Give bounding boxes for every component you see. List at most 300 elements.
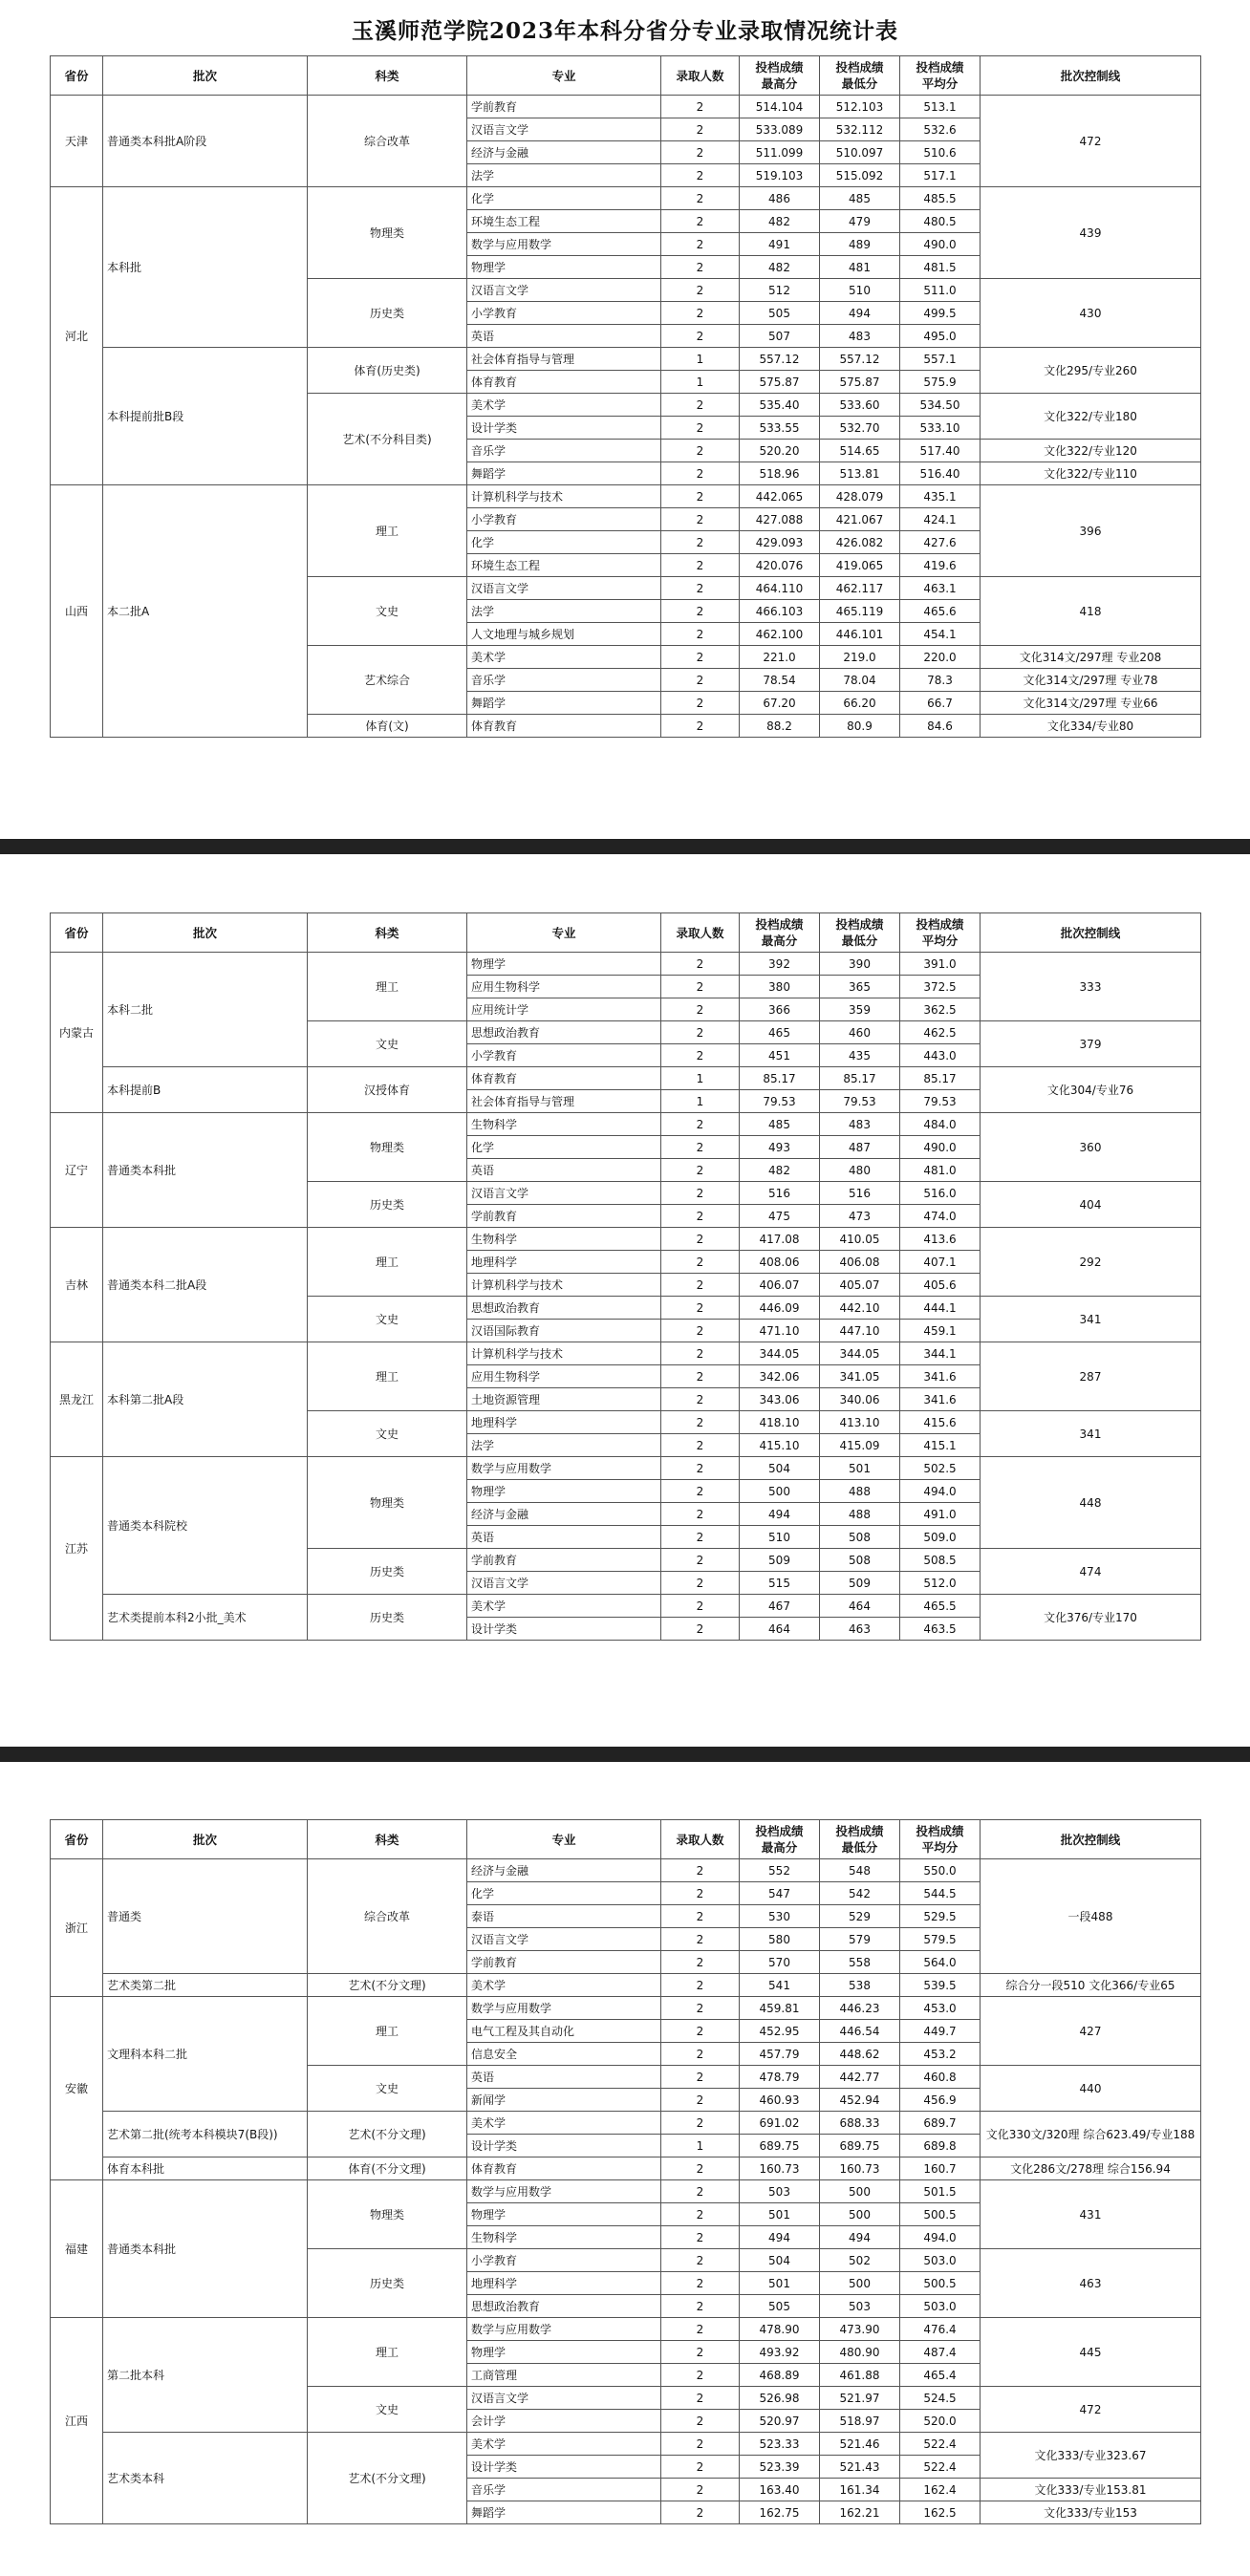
major-cell: 体育教育 — [467, 715, 661, 738]
table-row — [51, 1067, 1201, 1090]
avg-score-cell: 463.5 — [900, 1618, 981, 1641]
avg-score-cell: 427.6 — [900, 531, 981, 554]
major-cell: 体育教育 — [467, 2157, 661, 2180]
batch-cell: 本科批 — [103, 187, 308, 348]
major-cell: 经济与金融 — [467, 1503, 661, 1526]
admitted-count-cell: 2 — [661, 1388, 740, 1411]
major-cell: 学前教育 — [467, 1205, 661, 1228]
avg-score-cell: 495.0 — [900, 325, 981, 348]
min-score-cell: 461.88 — [820, 2364, 900, 2387]
major-cell: 数学与应用数学 — [467, 1997, 661, 2020]
major-cell: 土地资源管理 — [467, 1388, 661, 1411]
major-cell: 计算机科学与技术 — [467, 1342, 661, 1365]
max-score-cell: 460.93 — [740, 2089, 820, 2112]
avg-score-cell: 480.5 — [900, 210, 981, 233]
admitted-count-cell: 2 — [661, 2479, 740, 2501]
admitted-count-cell: 2 — [661, 554, 740, 577]
admitted-count-cell: 2 — [661, 953, 740, 976]
control-line-cell: 474 — [981, 1549, 1201, 1595]
admitted-count-cell: 2 — [661, 118, 740, 141]
major-cell: 计算机科学与技术 — [467, 1274, 661, 1297]
control-line-cell: 292 — [981, 1228, 1201, 1297]
admitted-count-cell: 2 — [661, 1297, 740, 1320]
max-score-cell: 342.06 — [740, 1365, 820, 1388]
category-cell: 体育(文) — [308, 715, 467, 738]
max-score-cell: 442.065 — [740, 485, 820, 508]
admitted-header: 录取人数 — [661, 913, 740, 953]
category-cell: 文史 — [308, 2066, 467, 2112]
avg-score-cell: 162.4 — [900, 2479, 981, 2501]
table-row — [51, 485, 1201, 508]
major-cell: 物理学 — [467, 2203, 661, 2226]
min-score-cell: 480 — [820, 1159, 900, 1182]
control-line-header: 批次控制线 — [981, 56, 1201, 96]
batch-header: 批次 — [103, 913, 308, 953]
header-row — [51, 913, 1201, 953]
min-score-cell: 219.0 — [820, 646, 900, 669]
avg-score-cell: 490.0 — [900, 1136, 981, 1159]
admitted-count-cell: 2 — [661, 1618, 740, 1641]
batch-cell: 普通类本科批 — [103, 2180, 308, 2318]
admission-table — [50, 912, 1201, 1641]
admitted-count-cell: 2 — [661, 1859, 740, 1882]
category-cell: 理工 — [308, 1342, 467, 1411]
avg-score-cell: 510.6 — [900, 141, 981, 164]
min-score-cell: 410.05 — [820, 1228, 900, 1251]
category-cell: 艺术综合 — [308, 646, 467, 715]
avg-score-cell: 494.0 — [900, 2226, 981, 2249]
min-score-cell: 510 — [820, 279, 900, 302]
major-cell: 数学与应用数学 — [467, 2318, 661, 2341]
max-score-cell: 482 — [740, 256, 820, 279]
max-score-cell: 366 — [740, 998, 820, 1021]
control-line-cell: 431 — [981, 2180, 1201, 2249]
max-score-header: 投档成绩 最高分 — [740, 1820, 820, 1859]
major-cell: 英语 — [467, 325, 661, 348]
max-score-cell: 491 — [740, 233, 820, 256]
min-score-cell: 521.46 — [820, 2433, 900, 2456]
batch-cell: 普通类本科院校 — [103, 1457, 308, 1595]
category-header: 科类 — [308, 56, 467, 96]
category-cell: 文史 — [308, 577, 467, 646]
max-score-cell: 464 — [740, 1618, 820, 1641]
table-row — [51, 2157, 1201, 2180]
avg-score-cell: 487.4 — [900, 2341, 981, 2364]
admitted-count-cell: 2 — [661, 164, 740, 187]
avg-score-cell: 78.3 — [900, 669, 981, 692]
control-line-cell: 287 — [981, 1342, 1201, 1411]
min-score-cell: 500 — [820, 2203, 900, 2226]
table-row — [51, 96, 1201, 118]
max-score-cell: 482 — [740, 210, 820, 233]
admitted-count-cell: 2 — [661, 1974, 740, 1997]
avg-score-cell: 462.5 — [900, 1021, 981, 1044]
avg-score-cell: 544.5 — [900, 1882, 981, 1905]
max-score-cell: 392 — [740, 953, 820, 976]
avg-score-cell: 516.0 — [900, 1182, 981, 1205]
major-cell: 美术学 — [467, 2433, 661, 2456]
admitted-count-cell: 2 — [661, 1595, 740, 1618]
control-line-cell: 文化322/专业110 — [981, 462, 1201, 485]
major-cell: 学前教育 — [467, 1951, 661, 1974]
min-score-cell: 448.62 — [820, 2043, 900, 2066]
min-score-cell: 341.05 — [820, 1365, 900, 1388]
min-score-cell: 513.81 — [820, 462, 900, 485]
min-score-cell: 465.119 — [820, 600, 900, 623]
avg-score-cell: 564.0 — [900, 1951, 981, 1974]
admitted-count-cell: 2 — [661, 2020, 740, 2043]
control-line-cell: 文化333/专业323.67 — [981, 2433, 1201, 2479]
major-cell: 美术学 — [467, 1974, 661, 1997]
max-score-cell: 580 — [740, 1928, 820, 1951]
avg-score-cell: 499.5 — [900, 302, 981, 325]
avg-score-cell: 575.9 — [900, 371, 981, 394]
admitted-count-cell: 2 — [661, 1434, 740, 1457]
batch-cell: 普通类本科批A阶段 — [103, 96, 308, 187]
max-score-cell: 221.0 — [740, 646, 820, 669]
major-cell: 生物科学 — [467, 1113, 661, 1136]
avg-score-header: 投档成绩 平均分 — [900, 1820, 981, 1859]
avg-score-cell: 512.0 — [900, 1572, 981, 1595]
major-cell: 泰语 — [467, 1905, 661, 1928]
admitted-count-cell: 2 — [661, 2341, 740, 2364]
table-block-3 — [50, 1819, 1200, 2524]
avg-score-cell: 689.8 — [900, 2135, 981, 2157]
admitted-count-cell: 2 — [661, 1228, 740, 1251]
province-cell: 江西 — [51, 2318, 103, 2524]
major-cell: 学前教育 — [467, 96, 661, 118]
admitted-count-cell: 1 — [661, 1067, 740, 1090]
major-cell: 汉语国际教育 — [467, 1320, 661, 1342]
admitted-count-cell: 2 — [661, 2364, 740, 2387]
control-line-cell: 379 — [981, 1021, 1201, 1067]
major-cell: 思想政治教育 — [467, 1297, 661, 1320]
major-cell: 美术学 — [467, 1595, 661, 1618]
avg-score-cell: 474.0 — [900, 1205, 981, 1228]
min-score-cell: 419.065 — [820, 554, 900, 577]
category-header: 科类 — [308, 913, 467, 953]
max-score-cell: 462.100 — [740, 623, 820, 646]
admitted-count-cell: 2 — [661, 325, 740, 348]
avg-score-cell: 539.5 — [900, 1974, 981, 1997]
major-cell: 应用生物科学 — [467, 976, 661, 998]
min-score-cell: 509 — [820, 1572, 900, 1595]
table-row — [51, 1859, 1201, 1882]
avg-score-cell: 689.7 — [900, 2112, 981, 2135]
admitted-header: 录取人数 — [661, 56, 740, 96]
major-cell: 数学与应用数学 — [467, 233, 661, 256]
major-cell: 数学与应用数学 — [467, 1457, 661, 1480]
major-cell: 小学教育 — [467, 2249, 661, 2272]
province-header: 省份 — [51, 1820, 103, 1859]
avg-score-cell: 500.5 — [900, 2203, 981, 2226]
major-header: 专业 — [467, 913, 661, 953]
avg-score-cell: 391.0 — [900, 953, 981, 976]
batch-cell: 普通类本科二批A段 — [103, 1228, 308, 1342]
control-line-cell: 文化314文/297理 专业208 — [981, 646, 1201, 669]
table-row — [51, 2112, 1201, 2135]
admitted-count-cell: 2 — [661, 1251, 740, 1274]
min-score-cell: 515.092 — [820, 164, 900, 187]
max-score-cell: 511.099 — [740, 141, 820, 164]
min-score-cell: 426.082 — [820, 531, 900, 554]
avg-score-cell: 459.1 — [900, 1320, 981, 1342]
min-score-cell: 508 — [820, 1526, 900, 1549]
admitted-count-cell: 2 — [661, 210, 740, 233]
section-divider-1 — [0, 839, 1250, 854]
admitted-count-cell: 2 — [661, 1182, 740, 1205]
admitted-count-cell: 2 — [661, 1205, 740, 1228]
admitted-count-cell: 2 — [661, 1113, 740, 1136]
max-score-cell: 570 — [740, 1951, 820, 1974]
max-score-cell: 507 — [740, 325, 820, 348]
min-score-cell: 483 — [820, 325, 900, 348]
batch-cell: 文理科本科二批 — [103, 1997, 308, 2112]
min-score-cell: 481 — [820, 256, 900, 279]
max-score-cell: 85.17 — [740, 1067, 820, 1090]
batch-cell: 本科第二批A段 — [103, 1342, 308, 1457]
major-cell: 工商管理 — [467, 2364, 661, 2387]
category-cell: 历史类 — [308, 1182, 467, 1228]
avg-score-cell: 516.40 — [900, 462, 981, 485]
admitted-count-cell: 2 — [661, 1882, 740, 1905]
category-cell: 物理类 — [308, 2180, 467, 2249]
avg-score-cell: 162.5 — [900, 2501, 981, 2524]
category-cell: 物理类 — [308, 187, 467, 279]
admitted-count-cell: 2 — [661, 976, 740, 998]
avg-score-cell: 460.8 — [900, 2066, 981, 2089]
major-cell: 汉语言文学 — [467, 577, 661, 600]
control-line-cell: 448 — [981, 1457, 1201, 1549]
major-cell: 英语 — [467, 1526, 661, 1549]
table-row — [51, 1457, 1201, 1480]
avg-score-cell: 85.17 — [900, 1067, 981, 1090]
max-score-cell: 512 — [740, 279, 820, 302]
max-score-cell: 459.81 — [740, 1997, 820, 2020]
avg-score-cell: 481.0 — [900, 1159, 981, 1182]
admitted-count-cell: 2 — [661, 2089, 740, 2112]
max-score-cell: 505 — [740, 2295, 820, 2318]
admitted-count-cell: 2 — [661, 2295, 740, 2318]
max-score-cell: 509 — [740, 1549, 820, 1572]
min-score-cell: 514.65 — [820, 440, 900, 462]
max-score-cell: 520.20 — [740, 440, 820, 462]
control-line-cell: 439 — [981, 187, 1201, 279]
admitted-count-cell: 2 — [661, 1274, 740, 1297]
category-cell: 理工 — [308, 485, 467, 577]
min-score-cell: 521.97 — [820, 2387, 900, 2410]
control-line-cell: 472 — [981, 2387, 1201, 2433]
avg-score-cell: 453.0 — [900, 1997, 981, 2020]
province-header: 省份 — [51, 913, 103, 953]
category-cell: 综合改革 — [308, 1859, 467, 1974]
max-score-cell: 415.10 — [740, 1434, 820, 1457]
avg-score-cell: 419.6 — [900, 554, 981, 577]
admitted-count-cell: 2 — [661, 256, 740, 279]
table-block-2 — [50, 912, 1200, 1641]
admitted-count-cell: 2 — [661, 1365, 740, 1388]
max-score-cell: 466.103 — [740, 600, 820, 623]
max-score-cell: 493 — [740, 1136, 820, 1159]
admitted-count-cell: 2 — [661, 96, 740, 118]
max-score-cell: 519.103 — [740, 164, 820, 187]
major-cell: 汉语言文学 — [467, 118, 661, 141]
max-score-cell: 78.54 — [740, 669, 820, 692]
avg-score-cell: 66.7 — [900, 692, 981, 715]
admitted-count-cell: 2 — [661, 998, 740, 1021]
control-line-cell: 463 — [981, 2249, 1201, 2318]
admitted-count-cell: 2 — [661, 1480, 740, 1503]
control-line-cell: 文化330文/320理 综合623.49/专业188 — [981, 2112, 1201, 2157]
major-cell: 经济与金融 — [467, 1859, 661, 1882]
major-cell: 思想政治教育 — [467, 1021, 661, 1044]
batch-cell: 本二批A — [103, 485, 308, 738]
batch-cell: 普通类本科批 — [103, 1113, 308, 1228]
category-cell: 历史类 — [308, 279, 467, 348]
avg-score-cell: 415.6 — [900, 1411, 981, 1434]
min-score-cell: 516 — [820, 1182, 900, 1205]
admitted-count-cell: 2 — [661, 2456, 740, 2479]
major-cell: 地理科学 — [467, 1411, 661, 1434]
major-cell: 汉语言文学 — [467, 1182, 661, 1205]
avg-score-cell: 407.1 — [900, 1251, 981, 1274]
avg-score-cell: 485.5 — [900, 187, 981, 210]
admitted-count-cell: 2 — [661, 1928, 740, 1951]
admitted-count-cell: 2 — [661, 577, 740, 600]
min-score-cell: 415.09 — [820, 1434, 900, 1457]
min-score-cell: 529 — [820, 1905, 900, 1928]
min-score-cell: 405.07 — [820, 1274, 900, 1297]
batch-cell: 本科提前批B段 — [103, 348, 308, 485]
control-line-cell: 418 — [981, 577, 1201, 646]
min-score-cell: 558 — [820, 1951, 900, 1974]
min-score-cell: 575.87 — [820, 371, 900, 394]
admitted-count-cell: 1 — [661, 371, 740, 394]
min-score-cell: 689.75 — [820, 2135, 900, 2157]
category-cell: 物理类 — [308, 1113, 467, 1182]
major-cell: 美术学 — [467, 646, 661, 669]
control-line-cell: 396 — [981, 485, 1201, 577]
table-row — [51, 953, 1201, 976]
major-cell: 设计学类 — [467, 2456, 661, 2479]
max-score-cell: 494 — [740, 1503, 820, 1526]
min-score-cell: 406.08 — [820, 1251, 900, 1274]
major-cell: 小学教育 — [467, 1044, 661, 1067]
major-cell: 化学 — [467, 1136, 661, 1159]
admitted-count-cell: 2 — [661, 485, 740, 508]
major-cell: 设计学类 — [467, 417, 661, 440]
avg-score-cell: 513.1 — [900, 96, 981, 118]
major-cell: 人文地理与城乡规划 — [467, 623, 661, 646]
avg-score-cell: 372.5 — [900, 976, 981, 998]
max-score-cell: 689.75 — [740, 2135, 820, 2157]
avg-score-cell: 517.1 — [900, 164, 981, 187]
control-line-cell: 文化333/专业153 — [981, 2501, 1201, 2524]
major-cell: 物理学 — [467, 2341, 661, 2364]
max-score-cell: 408.06 — [740, 1251, 820, 1274]
max-score-cell: 88.2 — [740, 715, 820, 738]
admitted-count-cell: 2 — [661, 508, 740, 531]
avg-score-cell: 503.0 — [900, 2249, 981, 2272]
min-score-cell: 78.04 — [820, 669, 900, 692]
major-cell: 电气工程及其自动化 — [467, 2020, 661, 2043]
major-cell: 英语 — [467, 1159, 661, 1182]
avg-score-cell: 520.0 — [900, 2410, 981, 2433]
min-score-cell: 442.77 — [820, 2066, 900, 2089]
min-score-cell: 460 — [820, 1021, 900, 1044]
admitted-count-cell: 2 — [661, 394, 740, 417]
category-cell: 体育(历史类) — [308, 348, 467, 394]
control-line-cell: 472 — [981, 96, 1201, 187]
admitted-count-cell: 1 — [661, 1090, 740, 1113]
major-cell: 汉语言文学 — [467, 279, 661, 302]
min-score-cell: 542 — [820, 1882, 900, 1905]
admitted-count-cell: 2 — [661, 2043, 740, 2066]
province-cell: 山西 — [51, 485, 103, 738]
avg-score-cell: 503.0 — [900, 2295, 981, 2318]
min-score-cell: 344.05 — [820, 1342, 900, 1365]
min-score-header: 投档成绩 最低分 — [820, 913, 900, 953]
table-row — [51, 1342, 1201, 1365]
batch-cell: 艺术第二批(统考本科模块7(B段)) — [103, 2112, 308, 2157]
major-cell: 汉语言文学 — [467, 1572, 661, 1595]
admitted-count-cell: 2 — [661, 2226, 740, 2249]
major-cell: 地理科学 — [467, 1251, 661, 1274]
min-score-cell: 462.117 — [820, 577, 900, 600]
control-line-cell: 404 — [981, 1182, 1201, 1228]
min-score-cell: 340.06 — [820, 1388, 900, 1411]
min-score-cell: 488 — [820, 1503, 900, 1526]
min-score-cell: 521.43 — [820, 2456, 900, 2479]
major-cell: 化学 — [467, 531, 661, 554]
category-cell: 艺术(不分文理) — [308, 2433, 467, 2524]
max-score-cell: 516 — [740, 1182, 820, 1205]
min-score-cell: 446.54 — [820, 2020, 900, 2043]
max-score-cell: 468.89 — [740, 2364, 820, 2387]
major-cell: 美术学 — [467, 2112, 661, 2135]
min-score-cell: 502 — [820, 2249, 900, 2272]
control-line-cell: 文化295/专业260 — [981, 348, 1201, 394]
min-score-cell: 579 — [820, 1928, 900, 1951]
avg-score-cell: 84.6 — [900, 715, 981, 738]
control-line-cell: 430 — [981, 279, 1201, 348]
table-row — [51, 2180, 1201, 2203]
province-cell: 内蒙古 — [51, 953, 103, 1113]
province-header: 省份 — [51, 56, 103, 96]
min-score-cell: 446.23 — [820, 1997, 900, 2020]
min-score-cell: 548 — [820, 1859, 900, 1882]
max-score-cell: 486 — [740, 187, 820, 210]
max-score-cell: 493.92 — [740, 2341, 820, 2364]
admitted-count-cell: 2 — [661, 531, 740, 554]
table-row — [51, 1997, 1201, 2020]
avg-score-cell: 341.6 — [900, 1365, 981, 1388]
control-line-cell: 文化334/专业80 — [981, 715, 1201, 738]
min-score-cell: 447.10 — [820, 1320, 900, 1342]
admitted-count-cell: 2 — [661, 1457, 740, 1480]
min-score-cell: 442.10 — [820, 1297, 900, 1320]
category-cell: 物理类 — [308, 1457, 467, 1549]
admitted-count-cell: 2 — [661, 2180, 740, 2203]
major-cell: 物理学 — [467, 953, 661, 976]
province-cell: 黑龙江 — [51, 1342, 103, 1457]
category-header: 科类 — [308, 1820, 467, 1859]
admitted-count-cell: 1 — [661, 2135, 740, 2157]
min-score-cell: 413.10 — [820, 1411, 900, 1434]
admitted-count-cell: 2 — [661, 2157, 740, 2180]
admitted-count-cell: 2 — [661, 1549, 740, 1572]
admitted-count-cell: 2 — [661, 1572, 740, 1595]
